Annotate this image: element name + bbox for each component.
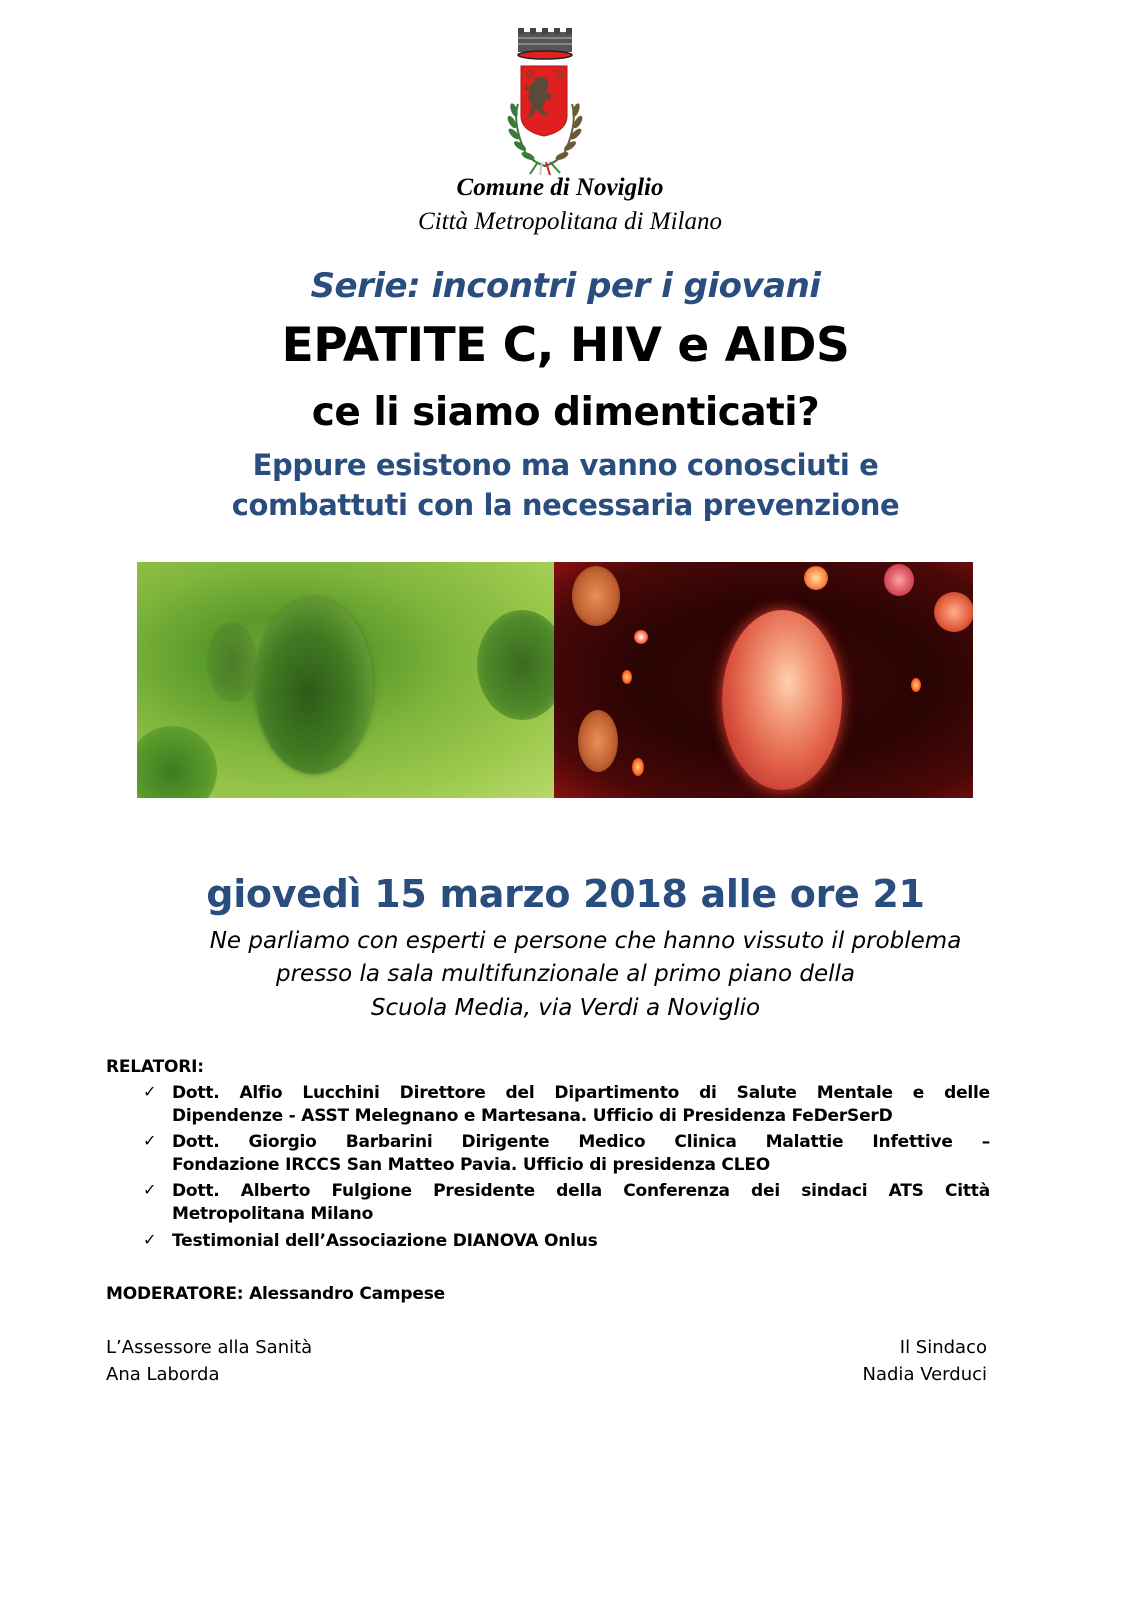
crown-icon: [518, 28, 572, 59]
mayor-name: Nadia Verduci: [862, 1364, 987, 1385]
event-description-line-1: Ne parliamo con esperti e persone che hanno vissuto il problema: [209, 928, 962, 954]
red-virus-image: [554, 562, 973, 798]
speaker-item: [143, 1230, 990, 1253]
coat-of-arms-icon: [488, 26, 600, 176]
speaker-line: Dott. Alberto Fulgione Presidente della Conferenza dei sindaci ATS Città: [172, 1181, 990, 1201]
event-location: Scuola Media, via Verdi a Noviglio: [370, 995, 761, 1021]
series-title: Serie: incontri per i giovani: [310, 266, 821, 306]
subtitle-line-1: Eppure esistono ma vanno conosciuti e: [252, 448, 879, 482]
speaker-line: Testimonial dell’Associazione DIANOVA Onlus: [172, 1231, 598, 1251]
main-title-question: ce li siamo dimenticati?: [311, 390, 820, 435]
checkmark-icon: ✓: [143, 1082, 157, 1101]
speaker-line: Dipendenze - ASST Melegnano e Martesana. Ufficio di Presidenza FeDerSerD: [172, 1106, 893, 1126]
event-description-line-2: presso la sala multifunzionale al primo piano della: [275, 961, 855, 987]
green-virus-image: [137, 562, 554, 798]
metropolitan-city-name: Città Metropolitana di Milano: [418, 208, 722, 235]
municipal-crest: [488, 26, 600, 176]
speaker-line: Dott. Alfio Lucchini Direttore del Dipartimento di Salute Mentale e delle: [172, 1083, 990, 1103]
assessor-name: Ana Laborda: [106, 1364, 220, 1385]
checkmark-icon: ✓: [143, 1230, 157, 1249]
main-title: EPATITE C, HIV e AIDS: [281, 318, 850, 373]
speaker-item: [143, 1180, 990, 1226]
speaker-line: Metropolitana Milano: [172, 1204, 374, 1224]
mayor-role: Il Sindaco: [899, 1337, 987, 1358]
assessor-role: L’Assessore alla Sanità: [106, 1337, 313, 1358]
event-date-time: giovedì 15 marzo 2018 alle ore 21: [206, 872, 925, 916]
speaker-line: Fondazione IRCCS San Matteo Pavia. Ufficio di presidenza CLEO: [172, 1155, 771, 1175]
moderator: MODERATORE: Alessandro Campese: [106, 1284, 445, 1304]
speaker-line: Dott. Giorgio Barbarini Dirigente Medico Clinica Malattie Infettive –: [172, 1132, 990, 1152]
speakers-heading: RELATORI:: [106, 1057, 204, 1077]
checkmark-icon: ✓: [143, 1131, 157, 1150]
checkmark-icon: ✓: [143, 1180, 157, 1199]
virus-illustration: [137, 562, 973, 798]
speaker-item: [143, 1082, 990, 1128]
subtitle-line-2: combattuti con la necessaria prevenzione: [231, 488, 900, 522]
speaker-item: [143, 1131, 990, 1177]
municipality-name: Comune di Noviglio: [456, 174, 664, 201]
